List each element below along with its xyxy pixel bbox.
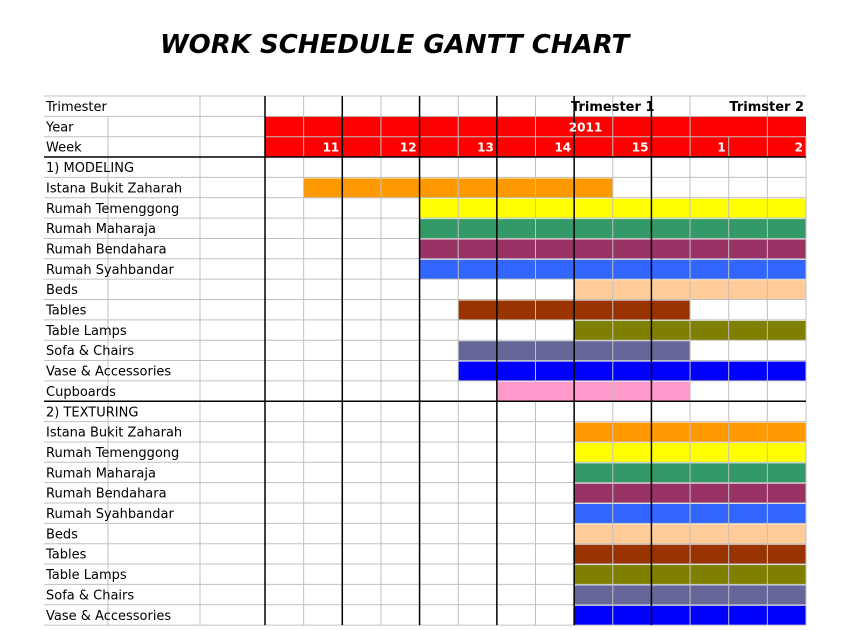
week-label: 2 (794, 140, 803, 155)
week-label: 15 (631, 140, 649, 155)
task-label: Beds (46, 527, 78, 543)
task-label: Rumah Bendahara (46, 242, 167, 258)
task-label: Sofa & Chairs (46, 344, 135, 360)
task-label: Table Lamps (46, 568, 127, 584)
task-label: Rumah Syahbandar (46, 507, 174, 522)
task-bar (458, 362, 806, 381)
trimester-label: Trimster 2 (729, 100, 804, 115)
week-label: 14 (554, 140, 572, 155)
task-label: Rumah Maharaja (46, 222, 156, 238)
task-label: Cupboards (46, 384, 116, 400)
trimester-label: Trimester 1 (571, 100, 655, 115)
task-label: Vase & Accessories (46, 608, 172, 624)
task-label: Rumah Maharaja (46, 466, 156, 482)
section-label: 2) TEXTURING (46, 405, 139, 421)
task-label: Beds (46, 283, 78, 299)
week-label: 13 (477, 140, 494, 155)
task-label: Rumah Temenggong (46, 201, 180, 217)
task-label: Rumah Temenggong (46, 445, 180, 461)
page-title: WORK SCHEDULE GANTT CHART (160, 30, 630, 60)
section-label: 1) MODELING (46, 161, 135, 177)
task-label: Istana Bukit Zaharah (46, 425, 183, 441)
week-label: 11 (322, 140, 340, 155)
week-label: 12 (399, 140, 417, 155)
task-label: Table Lamps (46, 323, 127, 339)
task-label: Istana Bukit Zaharah (46, 181, 183, 197)
task-label: Tables (46, 303, 87, 319)
header-row-label: Year (46, 120, 74, 136)
header-row-label: Trimester (46, 100, 107, 115)
task-label: Sofa & Chairs (46, 588, 135, 604)
task-bar (497, 382, 690, 401)
year-label: 2011 (568, 120, 603, 135)
task-label: Vase & Accessories (46, 364, 172, 380)
task-label: Tables (46, 547, 87, 563)
week-label: 1 (717, 140, 726, 155)
task-label: Rumah Bendahara (46, 486, 167, 502)
task-label: Rumah Syahbandar (46, 262, 174, 278)
header-row-label: Week (46, 140, 82, 156)
